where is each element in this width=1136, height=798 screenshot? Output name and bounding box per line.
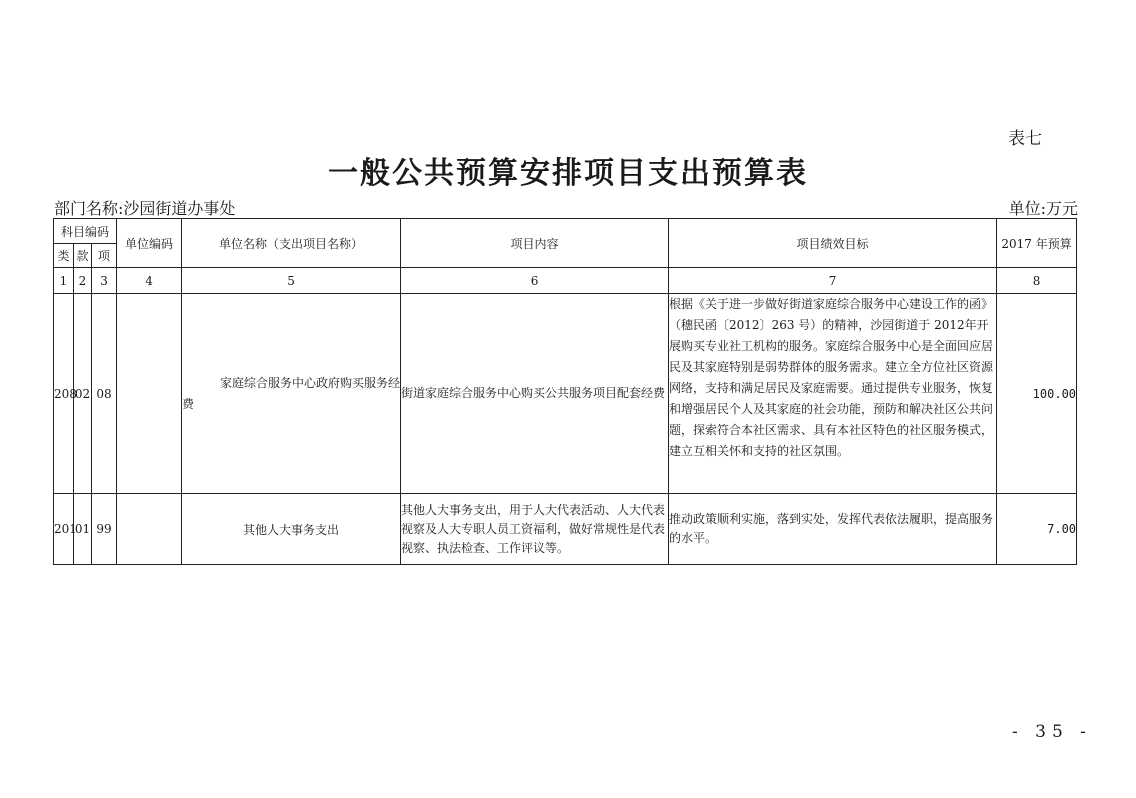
content-cell: 街道家庭综合服务中心购买公共服务项目配套经费 (401, 294, 669, 494)
xiang-cell: 99 (92, 494, 117, 565)
header-xiang: 项 (92, 244, 117, 268)
unit-name-cell (182, 294, 401, 494)
header-unit-name: 单位名称（支出项目名称） (182, 219, 401, 268)
header-performance: 项目绩效目标 (669, 219, 997, 268)
index-cell: 1 (54, 268, 74, 294)
index-cell: 5 (182, 268, 401, 294)
performance-cell: 推动政策顺利实施，落到实处，发挥代表依法履职，提高服务的水平。 (669, 494, 997, 565)
header-unit-code: 单位编码 (117, 219, 182, 268)
index-cell: 3 (92, 268, 117, 294)
header-budget: 2017 年预算 (997, 219, 1077, 268)
index-row (54, 268, 1077, 294)
header-subject-code: 科目编码 (54, 219, 117, 244)
index-cell: 8 (997, 268, 1077, 294)
unit-name-cell: 其他人大事务支出 (182, 494, 401, 565)
page-title: 一般公共预算安排项目支出预算表 (328, 156, 808, 191)
budget-table (53, 218, 1077, 565)
unit-name-text: 家庭综合服务中心政府购买服务经费 (182, 375, 401, 411)
index-cell: 2 (74, 268, 92, 294)
amount-cell: 100.00 (997, 294, 1077, 494)
kuan-cell: 02 (74, 294, 92, 494)
unit-code-cell (117, 494, 182, 565)
index-cell: 4 (117, 268, 182, 294)
table-row (54, 294, 1077, 494)
xiang-cell: 08 (92, 294, 117, 494)
table-tag: 表七 (1008, 129, 1042, 149)
amount-cell: 7.00 (997, 494, 1077, 565)
header-content: 项目内容 (401, 219, 669, 268)
unit-code-cell (117, 294, 182, 494)
performance-cell: 根据《关于进一步做好街道家庭综合服务中心建设工作的函》（穗民函〔2012〕263 号）的精神，沙园街道于 2012年开展购买专业社工机构的服务。家庭综合服务中心是全面回应居民及其家庭特别是弱势群体的服务需求。建立全方位社区资源网络，支持和满足居民及家庭需要。通过提供专业服务，恢复和增强居民个人及其家庭的社会功能，预防和解决社区公共问题，探索符合本社区需求、具有本社区特色的社区服务模式，建立互相关怀和支持的社区氛围。 (669, 294, 997, 494)
content-cell: 其他人大事务支出，用于人大代表活动、人大代表视察及人大专职人员工资福利，做好常规性是代表视察、执法检查、工作评议等。 (401, 494, 669, 565)
unit-label: 单位:万元 (1008, 199, 1078, 218)
kuan-cell: 01 (74, 494, 92, 565)
department-name: 部门名称:沙园街道办事处 (54, 199, 236, 218)
table-row (54, 494, 1077, 565)
header-lei: 类 (54, 244, 74, 268)
index-cell: 6 (401, 268, 669, 294)
lei-cell: 208 (54, 294, 74, 494)
page-number: - 35 - (1012, 722, 1092, 742)
index-cell: 7 (669, 268, 997, 294)
header-kuan: 款 (74, 244, 92, 268)
lei-cell: 201 (54, 494, 74, 565)
